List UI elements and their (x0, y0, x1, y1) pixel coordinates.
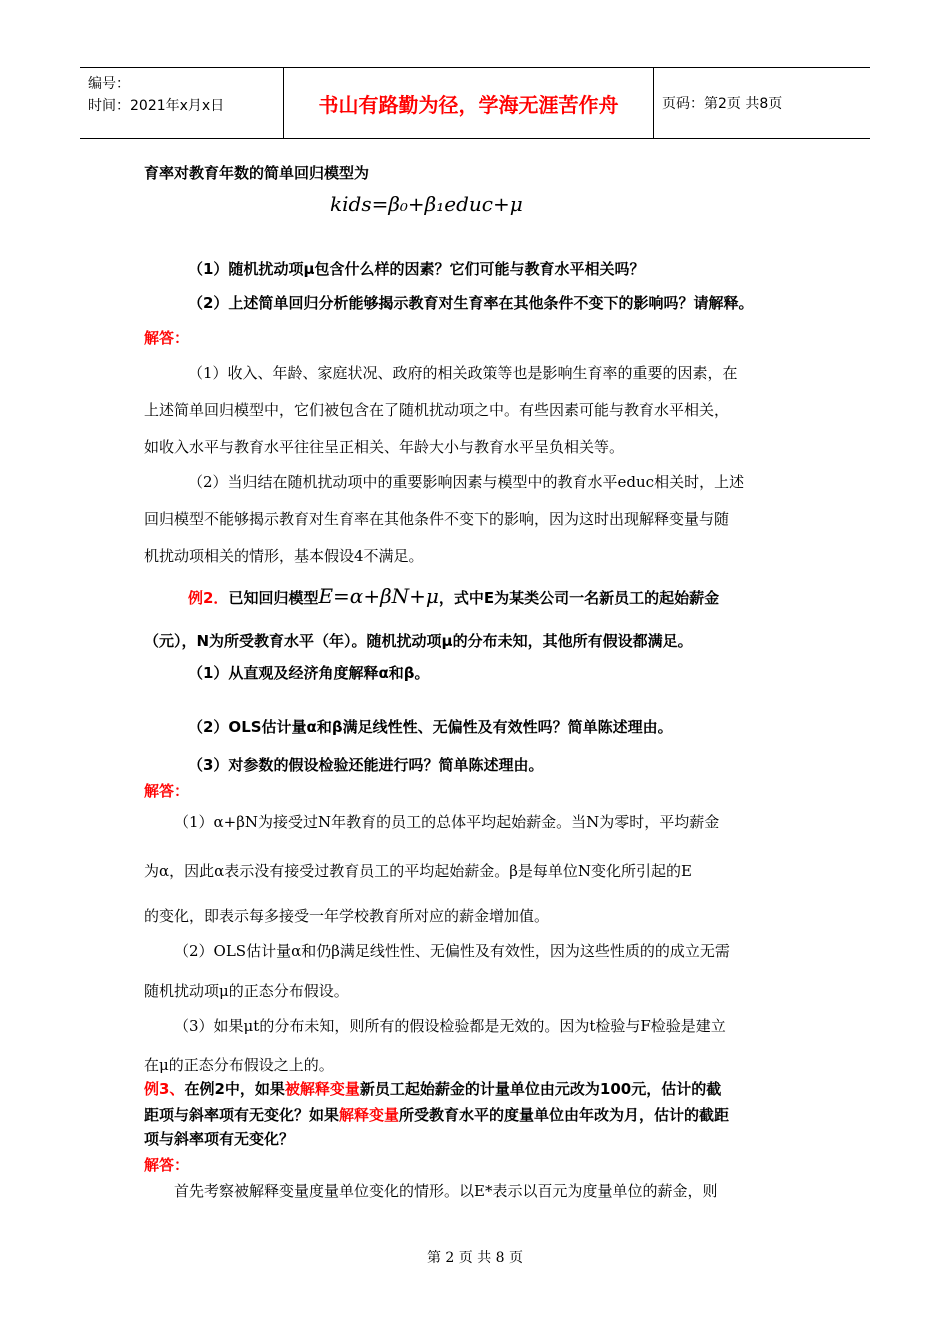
dependent-variable-term: 被解释变量 (284, 1080, 360, 1098)
example-2-question-2: （2）OLS估计量α和β满足线性性、无偏性及有效性吗？简单陈述理由。 (188, 718, 673, 736)
answer-2-line-1: （2）当归结在随机扰动项中的重要影响因素与模型中的教育水平educ相关时，上述 (188, 473, 745, 491)
example-2-line-2: （元），N为所受教育水平（年）。随机扰动项μ的分布未知，其他所有假设都满足。 (144, 632, 693, 650)
answer-c-line-1: 首先考察被解释变量度量单位变化的情形。以E*表示以百元为度量单位的薪金，则 (174, 1182, 718, 1200)
time-label: 时间：2021年x月x日 (88, 98, 225, 114)
header-table (80, 67, 870, 139)
independent-variable-term: 解释变量 (339, 1106, 400, 1124)
answer-b3-line-2: 在μ的正态分布假设之上的。 (144, 1056, 334, 1074)
example-3-text-b: 新员工起始薪金的计量单位由元改为100元，估计的截 (359, 1080, 722, 1098)
page-label: 页码：第2页 共8页 (662, 96, 783, 112)
page-footer: 第 2 页 共 8 页 (426, 1250, 524, 1266)
answer-label-2: 解答： (144, 782, 190, 800)
example-2-label: 例2． (188, 589, 229, 607)
header-left-cell (80, 68, 284, 138)
number-label: 编号： (88, 76, 130, 92)
question-1: （1）随机扰动项μ包含什么样的因素？它们可能与教育水平相关吗？ (188, 260, 645, 278)
example-2-question-1: （1）从直观及经济角度解释α和β。 (188, 664, 430, 682)
formula-kids: kids=β₀+β₁educ+μ (330, 192, 523, 216)
answer-b2-line-2: 随机扰动项μ的正态分布假设。 (144, 982, 349, 1000)
intro-line: 育率对教育年数的简单回归模型为 (144, 164, 370, 182)
answer-2-line-3: 机扰动项相关的情形，基本假设4不满足。 (144, 547, 424, 565)
answer-label: 解答： (144, 329, 190, 347)
example-3-line-1 (144, 1078, 721, 1099)
answer-1-line-3: 如收入水平与教育水平往往呈正相关、年龄大小与教育水平呈负相关等。 (144, 438, 625, 456)
example-3-line-3: 项与斜率项有无变化？ (144, 1130, 295, 1148)
motto: 书山有路勤为径，学海无涯苦作舟 (284, 68, 654, 138)
example-2-intro: 已知回归模型 (228, 589, 319, 607)
answer-1-line-1: （1）收入、年龄、家庭状况、政府的相关政策等也是影响生育率的重要的因素，在 (188, 364, 738, 382)
answer-b1-line-3: 的变化，即表示每多接受一年学校教育所对应的薪金增加值。 (144, 907, 550, 925)
answer-b1-line-1: （1）α+βN为接受过N年教育的员工的总体平均起始薪金。当N为零时，平均薪金 (174, 813, 720, 831)
question-2: （2）上述简单回归分析能够揭示教育对生育率在其他条件不变下的影响吗？请解释。 (188, 294, 754, 312)
example-3-label: 例3、 (144, 1080, 185, 1098)
example-3-line-2 (144, 1104, 729, 1125)
answer-b2-line-1: （2）OLS估计量α和仍β满足线性性、无偏性及有效性，因为这些性质的的成立无需 (174, 942, 730, 960)
example-3-text-a: 在例2中，如果 (184, 1080, 285, 1098)
example-3-text-c: 距项与斜率项有无变化？如果 (144, 1106, 340, 1124)
answer-b3-line-1: （3）如果μt的分布未知，则所有的假设检验都是无效的。因为t检验与F检验是建立 (174, 1017, 726, 1035)
formula-e: E=α+βN+μ (318, 584, 439, 608)
answer-2-line-2: 回归模型不能够揭示教育对生育率在其他条件不变下的影响，因为这时出现解释变量与随 (144, 510, 730, 528)
example-3-text-d: 所受教育水平的度量单位由年改为月，估计的截距 (399, 1106, 730, 1124)
example-2-line-1 (188, 584, 719, 608)
example-2-desc: ，式中E为某类公司一名新员工的起始薪金 (438, 589, 720, 607)
answer-label-3: 解答： (144, 1156, 190, 1174)
answer-1-line-2: 上述简单回归模型中，它们被包含在了随机扰动项之中。有些因素可能与教育水平相关， (144, 401, 730, 419)
example-2-question-3: （3）对参数的假设检验还能进行吗？简单陈述理由。 (188, 756, 544, 774)
answer-b1-line-2: 为α，因此α表示没有接受过教育员工的平均起始薪金。β是每单位N变化所引起的E (144, 862, 693, 880)
